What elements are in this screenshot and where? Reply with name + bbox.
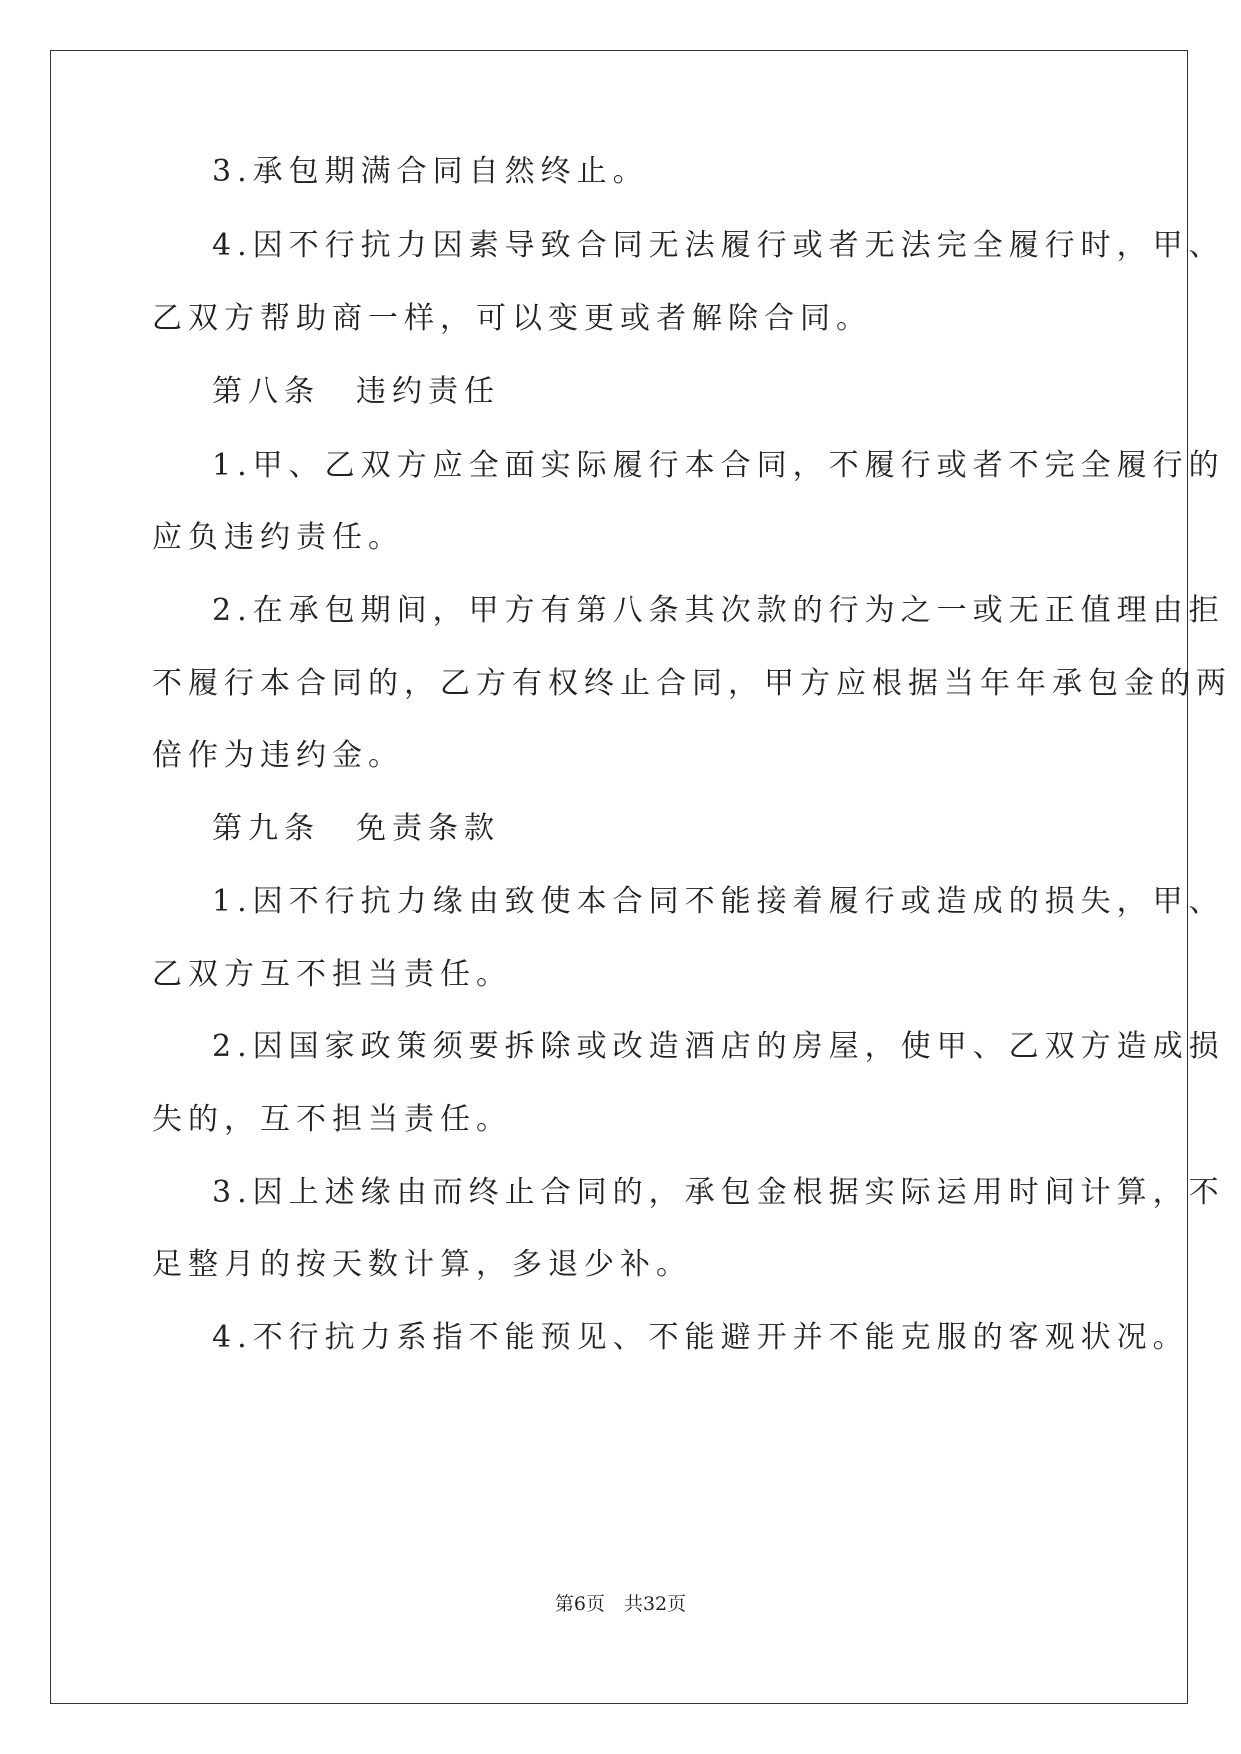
paragraph-line: 3.因上述缘由而终止合同的，承包金根据实际运用时间计算，不 bbox=[212, 1175, 1225, 1210]
paragraph-line: 2.因国家政策须要拆除或改造酒店的房屋，使甲、乙双方造成损 bbox=[212, 1029, 1225, 1064]
paragraph-line: 失的，互不担当责任。 bbox=[152, 1102, 512, 1137]
paragraph-line: 1.甲、乙双方应全面实际履行本合同，不履行或者不完全履行的 bbox=[212, 448, 1225, 483]
paragraph-line: 足整月的按天数计算，多退少补。 bbox=[152, 1247, 692, 1282]
paragraph-line: 倍作为违约金。 bbox=[152, 738, 404, 773]
paragraph-line: 应负违约责任。 bbox=[152, 520, 404, 555]
section-heading: 第八条 违约责任 bbox=[212, 374, 500, 409]
paragraph-line: 2.在承包期间，甲方有第八条其次款的行为之一或无正值理由拒 bbox=[212, 593, 1225, 628]
paragraph-line: 1.因不行抗力缘由致使本合同不能接着履行或造成的损失，甲、 bbox=[212, 884, 1225, 919]
paragraph-line: 乙双方帮助商一样，可以变更或者解除合同。 bbox=[152, 301, 872, 336]
paragraph-line: 4.因不行抗力因素导致合同无法履行或者无法完全履行时，甲、 bbox=[212, 228, 1225, 263]
paragraph-line: 乙双方互不担当责任。 bbox=[152, 957, 512, 992]
paragraph-line: 不履行本合同的，乙方有权终止合同，甲方应根据当年年承包金的两 bbox=[152, 666, 1232, 701]
page-footer: 第6页 共32页 bbox=[554, 1593, 687, 1615]
paragraph-line: 3.承包期满合同自然终止。 bbox=[212, 154, 649, 189]
section-heading: 第九条 免责条款 bbox=[212, 811, 500, 846]
paragraph-line: 4.不行抗力系指不能预见、不能避开并不能克服的客观状况。 bbox=[212, 1320, 1189, 1355]
